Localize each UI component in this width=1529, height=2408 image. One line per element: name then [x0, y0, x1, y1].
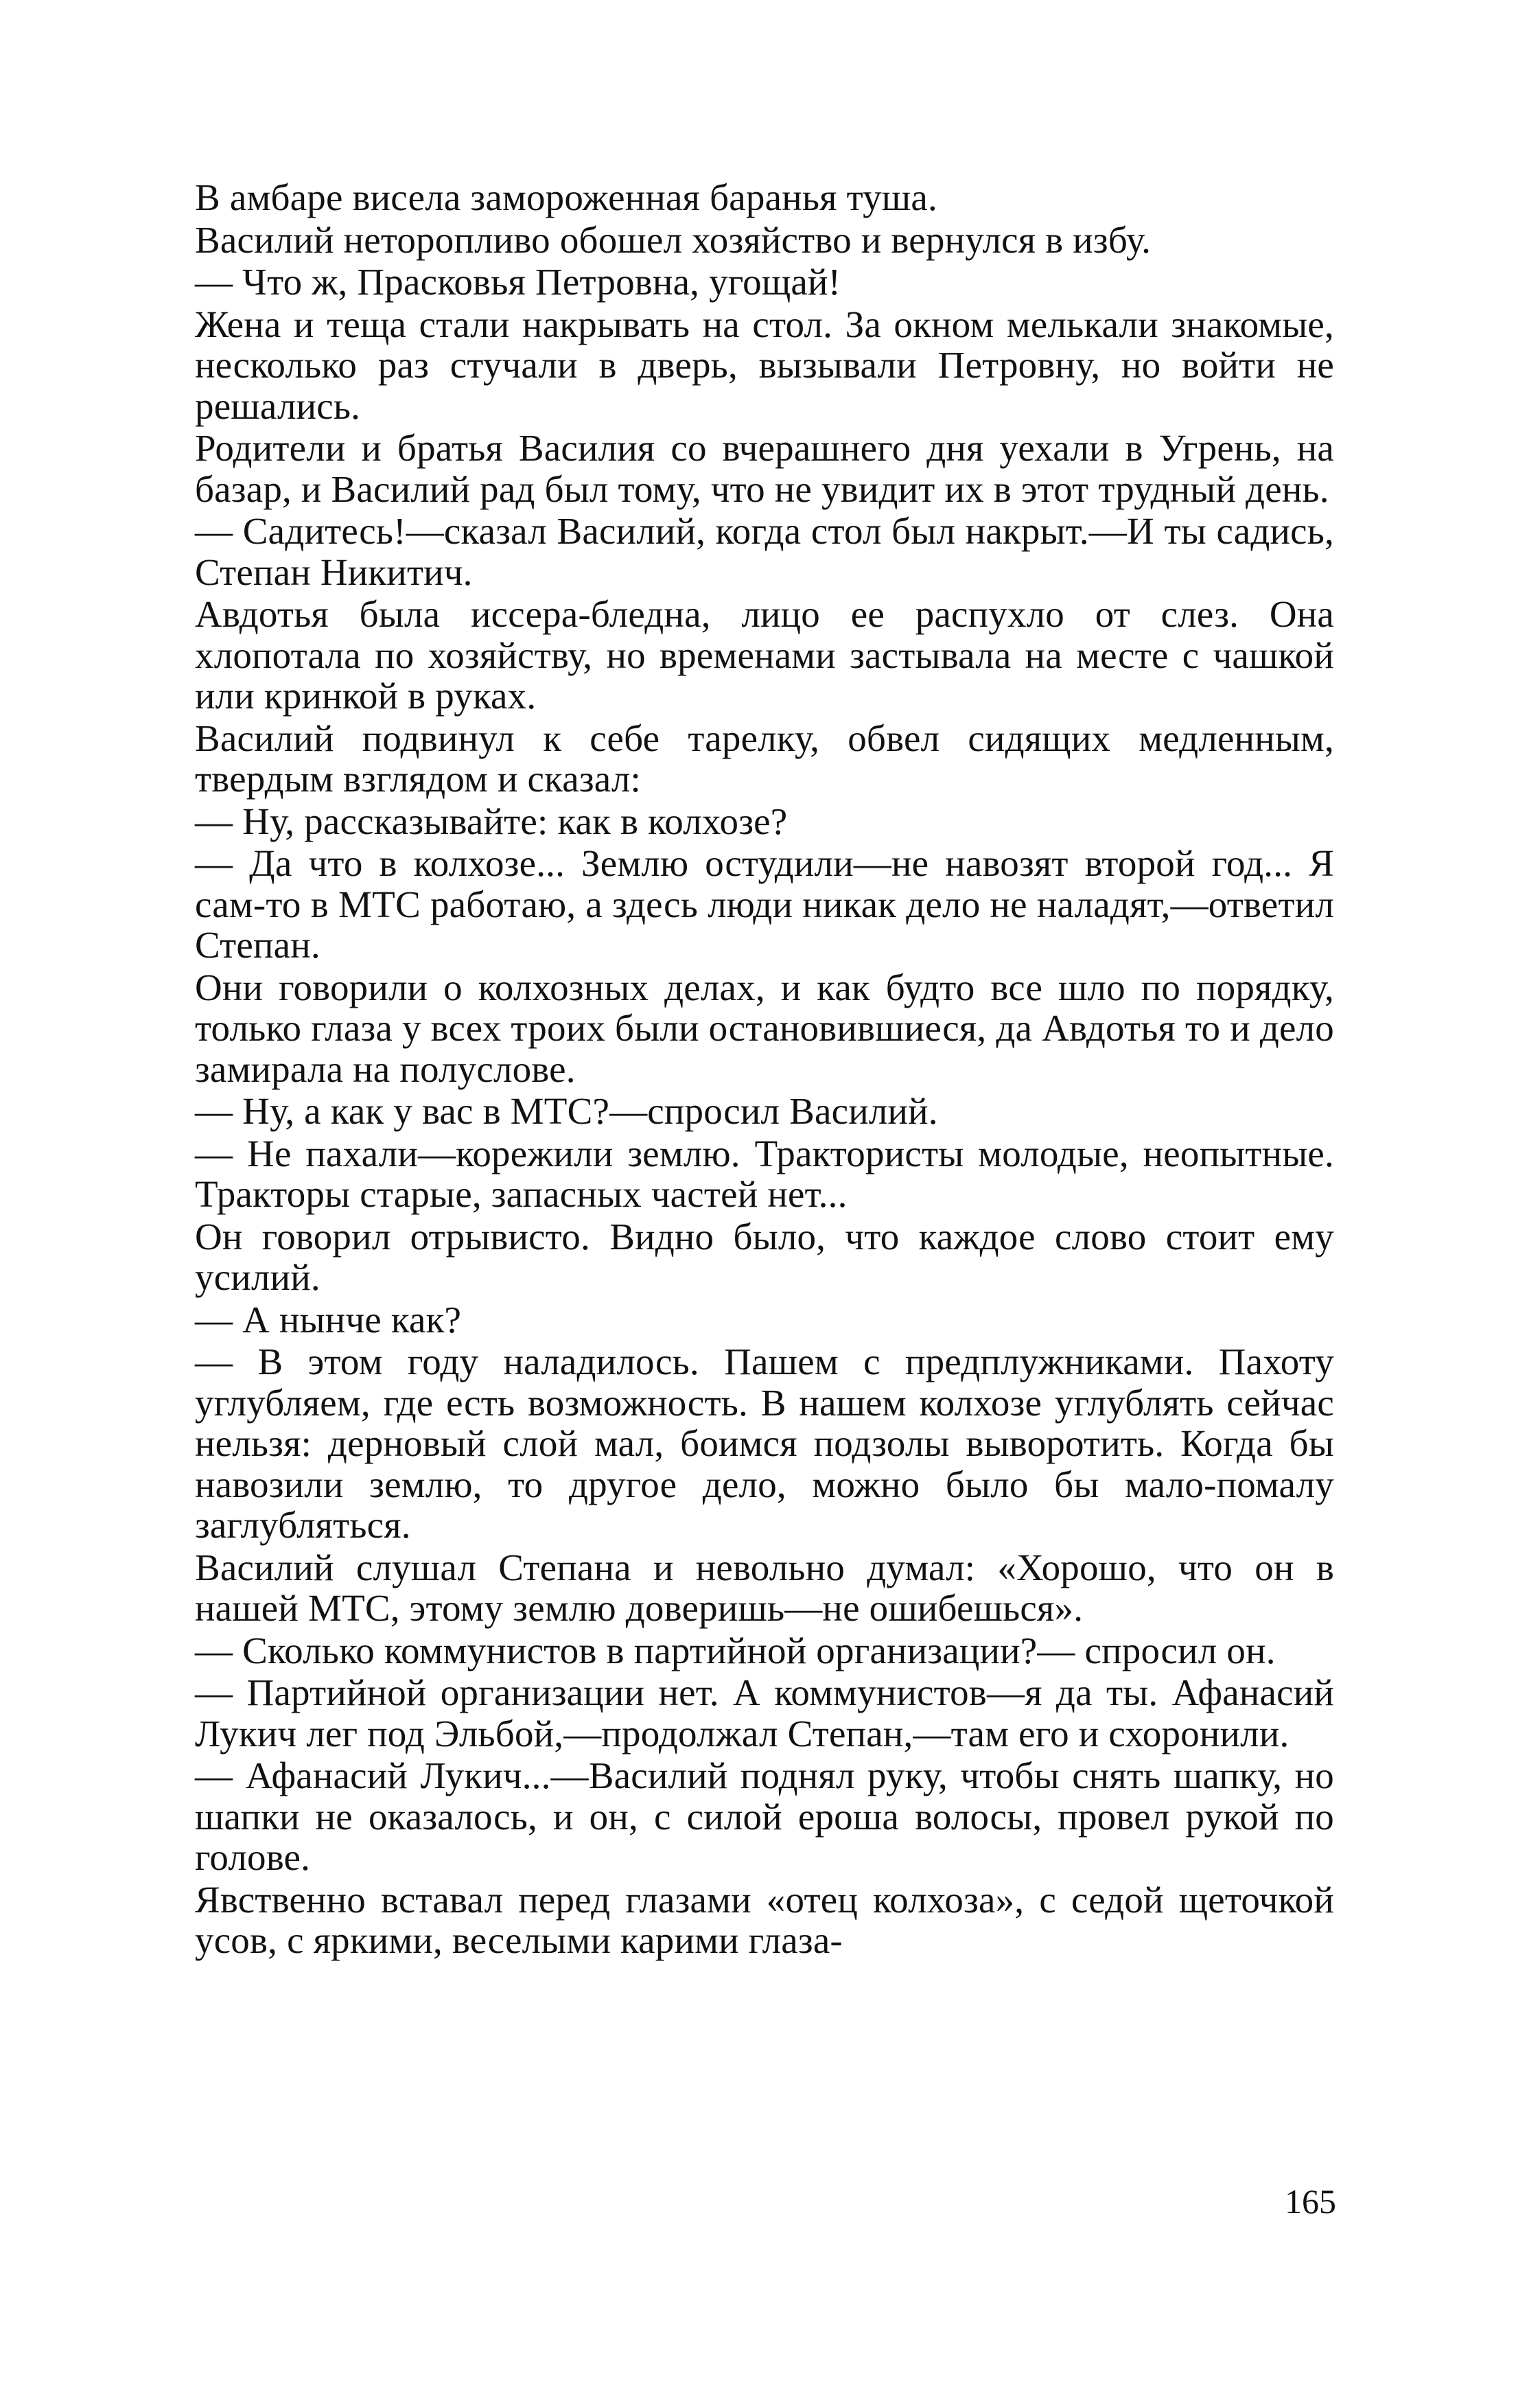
paragraph: Он говорил отрывисто. Видно было, что каждое слово стоит ему усилий.: [195, 1215, 1334, 1298]
paragraph: Василий неторопливо обошел хозяйство и вернулся в избу.: [195, 218, 1152, 261]
paragraph: — В этом году наладилось. Пашем с предплужниками. Пахоту углубляем, где есть возможность. В нашем колхозе углублять сейчас нельзя: дерновый слой мал, боимся подзолы выворотить. Когда бы навозили землю, то другое дело, можно было бы мало-помалу заглубляться.: [195, 1341, 1334, 1546]
paragraph: Василий подвинул к себе тарелку, обвел сидящих медленным, твердым взглядом и сказал:: [195, 717, 1334, 800]
paragraph: Явственно вставал перед глазами «отец колхоза», с седой щеточкой усов, с яркими, веселыми карими глаза-: [195, 1878, 1334, 1961]
paragraph: — Да что в колхозе... Землю остудили—не навозят второй год... Я сам-то в МТС работаю, а здесь люди никак дело не наладят,—ответил Степан.: [195, 842, 1334, 966]
paragraph: — Садитесь!—сказал Василий, когда стол был накрыт.—И ты садись, Степан Никитич.: [195, 510, 1334, 593]
body-text: [195, 177, 1334, 1963]
page-number: 165: [1285, 2182, 1336, 2221]
paragraph: — А нынче как?: [195, 1298, 462, 1341]
paragraph: Жена и теща стали накрывать на стол. За окном мелькали знакомые, несколько раз стучали в дверь, вызывали Петровну, но войти не решались.: [195, 303, 1334, 427]
paragraph: — Ну, а как у вас в МТС?—спросил Василий.: [195, 1090, 938, 1132]
paragraph: — Что ж, Прасковья Петровна, угощай!: [195, 261, 841, 303]
paragraph: Они говорили о колхозных делах, и как будто все шло по порядку, только глаза у всех троих были остановившиеся, да Авдотья то и дело замирала на полуслове.: [195, 966, 1334, 1090]
paragraph: Родители и братья Василия со вчерашнего дня уехали в Угрень, на базар, и Василий рад был тому, что не увидит их в этот трудный день.: [195, 427, 1334, 510]
paragraph: — Не пахали—корежили землю. Трактористы молодые, неопытные. Тракторы старые, запасных частей нет...: [195, 1132, 1334, 1215]
paragraph: — Афанасий Лукич...—Василий поднял руку, чтобы снять шапку, но шапки не оказалось, и он, с силой ероша волосы, провел рукой по голове.: [195, 1755, 1334, 1878]
paragraph: — Сколько коммунистов в партийной организации?— спросил он.: [195, 1629, 1276, 1671]
paragraph: — Ну, рассказывайте: как в колхозе?: [195, 800, 788, 842]
paragraph: В амбаре висела замороженная баранья туша.: [195, 176, 937, 218]
paragraph: Василий слушал Степана и невольно думал: «Хорошо, что он в нашей МТС, этому землю доверишь—не ошибешься».: [195, 1546, 1334, 1629]
paragraph: — Партийной организации нет. А коммунистов—я да ты. Афанасий Лукич лег под Эльбой,—продолжал Степан,—там его и схоронили.: [195, 1671, 1334, 1755]
paragraph: Авдотья была иссера-бледна, лицо ее распухло от слез. Она хлопотала по хозяйству, но временами застывала на месте с чашкой или кринкой в руках.: [195, 593, 1334, 717]
